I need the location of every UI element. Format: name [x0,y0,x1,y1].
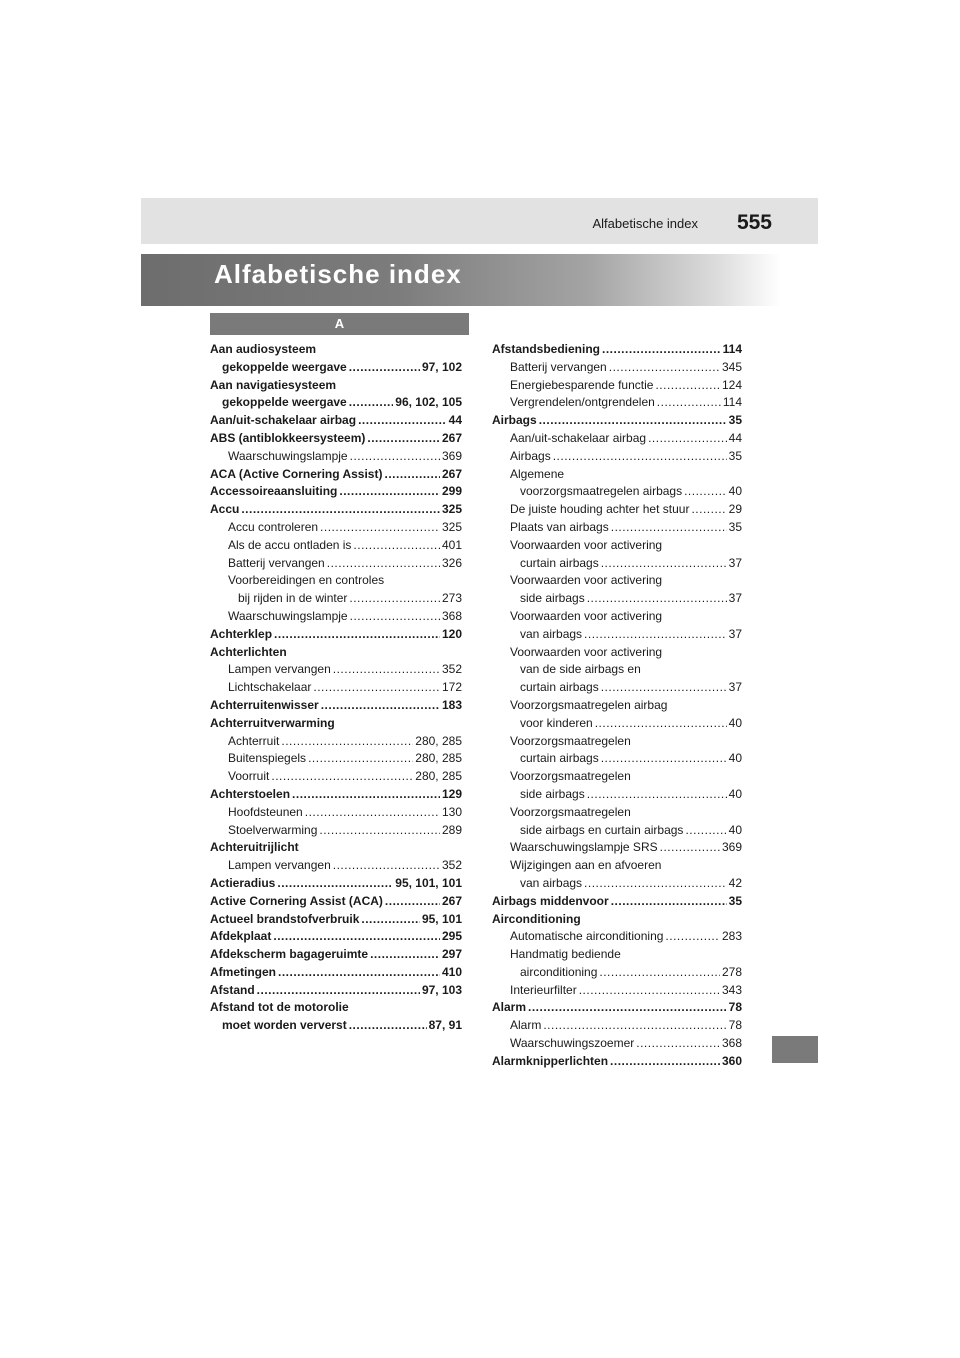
dot-leader [292,786,440,804]
dot-leader [587,590,727,608]
index-entry-page: 35 [728,519,742,534]
index-entry-page: 369 [441,448,462,463]
dot-leader [601,555,727,573]
index-entry-page: 368 [441,608,462,623]
index-entry [210,626,462,644]
page-number: 555 [736,211,772,234]
index-entry [492,555,742,573]
index-entry-page: 120 [441,626,462,641]
index-entry-page: 40 [728,822,742,837]
index-entry-label: Alarm [492,1000,527,1015]
index-entry-label: Afmetingen [210,964,276,979]
index-entry-label: Accessoireaansluiting [210,484,338,499]
index-entry-label: Afstandsbediening [492,342,601,356]
index-entry-page: 29 [728,502,742,517]
index-entry [210,839,462,857]
index-entry [492,1035,742,1053]
dot-leader [319,822,440,840]
index-entry-label: Accu [210,502,240,517]
dot-leader [281,733,413,751]
dot-leader [274,626,440,644]
index-entry [210,483,462,501]
index-entry-page: 44 [728,430,742,445]
index-entry [210,572,462,590]
index-entry-label: Aan audiosysteem [210,342,317,356]
index-entry-label: van de side airbags en [520,662,641,677]
index-entry [492,519,742,537]
index-entry-label: Batterij vervangen [228,555,325,570]
index-entry-label: Voorzorgsmaatregelen [510,804,631,819]
index-entry [210,1017,462,1035]
index-entry [492,626,742,644]
index-entry-page: 368 [721,1036,742,1051]
index-column-right [492,341,742,1071]
index-entry [492,501,742,519]
index-entry [492,483,742,501]
index-entry-label: Accu controleren [228,519,319,534]
dot-leader [601,679,727,697]
index-entry-page: 280, 285 [415,733,462,748]
dot-leader [539,412,727,430]
dot-leader [601,750,727,768]
index-entry-page: 96, 102, 105 [395,395,462,410]
index-entry-page: 97, 102 [421,359,462,374]
dot-leader [278,964,440,982]
index-entry-label: curtain airbags [520,751,599,766]
index-entry-page: 40 [728,751,742,766]
index-entry [492,946,742,964]
index-entry-label: gekoppelde weergave [222,395,347,410]
index-entry-page: 278 [721,964,742,979]
index-entry-label: Achterklep [210,626,273,641]
index-entry-page: 267 [441,430,462,445]
index-entry-label: Achteruitrijlicht [210,840,299,855]
index-entry [210,911,462,929]
index-entry [492,412,742,430]
index-entry-page: 289 [441,822,462,837]
dot-leader [611,893,727,911]
index-entry [492,537,742,555]
index-entry-label: Afdekplaat [210,929,272,944]
thumb-tab-marker [772,1036,818,1063]
index-entry-label: Voorzorgsmaatregelen airbag [510,697,668,712]
index-entry-page: 35 [728,448,742,463]
index-entry-label: gekoppelde weergave [222,359,347,374]
index-entry-label: side airbags [520,786,585,801]
index-entry-label: Waarschuwingslampje [228,608,348,623]
index-entry-label: Voorzorgsmaatregelen [510,733,631,748]
index-entry-page: 87, 91 [428,1018,462,1033]
index-entry [492,750,742,768]
index-entry [492,430,742,448]
dot-leader [353,537,440,555]
index-entry-label: Achterruitenwisser [210,697,319,712]
dot-leader [308,750,413,768]
index-entry-page: 114 [722,342,742,356]
index-entry [492,911,742,929]
index-entry [210,733,462,751]
index-entry-label: side airbags en curtain airbags [520,822,684,837]
index-entry-page: 410 [441,964,462,979]
dot-leader [611,519,727,537]
index-entry-label: Airbags middenvoor [492,893,609,908]
index-entry-page: 352 [441,858,462,873]
index-entry-label: Actieradius [210,875,276,890]
index-entry [492,359,742,377]
dot-leader [609,359,720,377]
index-entry-label: Achterruitverwarming [210,715,335,730]
index-entry-page: 299 [441,484,462,499]
index-entry [492,822,742,840]
index-entry-page: 124 [721,377,742,392]
index-entry-label: Voorwaarden voor activering [510,537,663,552]
index-entry [492,394,742,412]
dot-leader [595,715,727,733]
index-entry [210,448,462,466]
index-entry-label: moet worden ververst [222,1018,347,1033]
index-entry-label: Voorzorgsmaatregelen [510,769,631,784]
index-entry-label: Automatische airconditioning [510,929,664,944]
dot-leader [587,786,727,804]
index-entry-page: 95, 101, 101 [395,875,462,890]
index-entry [492,715,742,733]
index-entry-label: Actueel brandstofverbruik [210,911,360,926]
index-entry-label: Lichtschakelaar [228,680,312,695]
index-entry [492,804,742,822]
index-entry-label: van airbags [520,626,583,641]
index-entry [210,982,462,1000]
dot-leader [579,982,720,1000]
index-entry-page: 401 [441,537,462,552]
index-entry [210,412,462,430]
dot-leader [349,394,394,412]
index-entry-label: Aan navigatiesysteem [210,377,337,392]
index-entry-page: 343 [721,982,742,997]
index-entry [210,466,462,484]
index-entry [492,448,742,466]
index-entry [492,839,742,857]
index-entry-page: 78 [728,1000,742,1015]
index-entry-label: Achterstoelen [210,786,291,801]
index-entry [492,661,742,679]
index-entry [492,857,742,875]
index-entry-label: voor kinderen [520,715,593,730]
index-entry-page: 283 [721,929,742,944]
dot-leader [660,839,720,857]
index-entry-label: Plaats van airbags [510,519,609,534]
index-entry-label: Batterij vervangen [510,359,607,374]
index-entry [492,644,742,662]
index-entry-page: 114 [722,395,742,410]
dot-leader [333,857,440,875]
index-entry-label: Interieurfilter [510,982,577,997]
dot-leader [350,448,440,466]
dot-leader [277,875,393,893]
dot-leader [528,999,727,1017]
index-letter-heading: A [210,313,469,335]
index-entry-page: 42 [728,875,742,890]
index-entry-label: ACA (Active Cornering Assist) [210,466,383,481]
dot-leader [349,1017,427,1035]
index-entry [492,590,742,608]
index-entry [210,875,462,893]
index-entry-label: Vergrendelen/ontgrendelen [510,395,655,410]
index-entry-label: Alarm [510,1018,542,1033]
index-entry [492,341,742,359]
dot-leader [599,964,720,982]
index-entry-label: Afstand [210,982,255,997]
index-entry-label: Voorruit [228,769,270,784]
index-entry [210,679,462,697]
index-entry [492,999,742,1017]
dot-leader [333,661,440,679]
index-entry-page: 297 [441,947,462,962]
index-entry [210,341,462,359]
index-entry-label: Achterruit [228,733,280,748]
index-entry-label: Aan/uit-schakelaar airbag [510,430,647,445]
index-entry-label: voorzorgsmaatregelen airbags [520,484,683,499]
index-entry-page: 37 [728,555,742,570]
dot-leader [385,893,440,911]
index-entry [210,608,462,626]
dot-leader [361,911,420,929]
index-entry [210,768,462,786]
index-entry-page: 325 [441,519,462,534]
dot-leader [241,501,440,519]
index-entry-label: Voorbereidingen en controles [228,573,385,588]
dot-leader [367,430,440,448]
dot-leader [602,341,721,359]
index-entry-page: 130 [441,804,462,819]
index-entry-page: 295 [441,929,462,944]
index-entry-page: 267 [441,466,462,481]
index-entry [492,1017,742,1035]
index-entry-label: airconditioning [520,964,598,979]
dot-leader [271,768,413,786]
index-entry-page: 37 [728,626,742,641]
index-entry-page: 40 [728,484,742,499]
dot-leader [691,501,726,519]
index-entry-page: 37 [728,680,742,695]
index-entry-page: 44 [448,413,462,428]
index-entry [492,466,742,484]
index-entry-label: Waarschuwingslampje [228,448,348,463]
index-entry-label: Airconditioning [492,911,581,926]
dot-leader [349,359,420,377]
index-entry-page: 95, 101 [421,911,462,926]
title-band [141,254,781,306]
page-header [141,198,818,244]
index-entry-page: 326 [441,555,462,570]
index-entry-label: Als de accu ontladen is [228,537,352,552]
dot-leader [553,448,727,466]
index-entry-label: curtain airbags [520,555,599,570]
dot-leader [305,804,440,822]
index-entry-label: van airbags [520,875,583,890]
index-entry-label: De juiste houding achter het stuur [510,502,690,517]
index-entry [210,822,462,840]
index-entry [210,644,462,662]
index-entry [210,750,462,768]
index-entry-page: 183 [441,697,462,712]
index-entry [492,875,742,893]
dot-leader [350,608,440,626]
dot-leader [327,555,440,573]
dot-leader [384,466,439,484]
index-entry [210,964,462,982]
dot-leader [339,483,440,501]
index-entry [492,982,742,1000]
index-entry [210,715,462,733]
index-entry-page: 345 [721,359,742,374]
index-entry-label: Lampen vervangen [228,662,331,677]
dot-leader [321,697,440,715]
index-entry-label: Afdekscherm bagageruimte [210,947,369,962]
dot-leader [313,679,440,697]
index-entry [210,857,462,875]
index-entry-page: 360 [721,1053,742,1068]
index-entry [210,501,462,519]
index-entry-label: side airbags [520,591,585,606]
header-section-title: Alfabetische index [592,216,698,231]
index-entry-label: Waarschuwingszoemer [510,1036,635,1051]
index-entry-page: 97, 103 [421,982,462,997]
index-entry [492,1053,742,1071]
index-entry-page: 273 [441,591,462,606]
index-entry-page: 172 [441,680,462,695]
index-entry-label: Wijzigingen aan en afvoeren [510,858,662,873]
dot-leader [665,928,720,946]
index-entry-page: 129 [441,786,462,801]
dot-leader [610,1053,720,1071]
index-entry-label: Waarschuwingslampje SRS [510,840,658,855]
index-entry [492,697,742,715]
index-entry-page: 40 [728,715,742,730]
index-entry-page: 78 [728,1018,742,1033]
dot-leader [358,412,447,430]
index-entry [210,430,462,448]
dot-leader [648,430,727,448]
index-entry [210,786,462,804]
index-entry [492,786,742,804]
dot-leader [543,1017,726,1035]
index-entry-page: 267 [441,893,462,908]
index-entry-page: 35 [728,413,742,428]
index-entry-label: Algemene [510,466,565,481]
dot-leader [370,946,440,964]
index-entry [210,804,462,822]
index-entry-label: Afstand tot de motorolie [210,1000,349,1015]
index-entry [210,946,462,964]
index-entry-label: Airbags [510,448,551,463]
index-entry [210,590,462,608]
dot-leader [655,377,720,395]
index-entry-label: Buitenspiegels [228,751,307,766]
index-entry-label: ABS (antiblokkeersysteem) [210,430,366,445]
index-entry [492,768,742,786]
index-entry-label: curtain airbags [520,680,599,695]
dot-leader [584,626,727,644]
index-entry-label: bij rijden in de winter [238,591,348,606]
index-entry [492,893,742,911]
index-entry [210,697,462,715]
index-entry [210,999,462,1017]
index-entry-page: 369 [721,840,742,855]
index-entry [210,928,462,946]
index-entry-label: Aan/uit-schakelaar airbag [210,413,357,428]
index-entry [492,733,742,751]
index-entry [492,377,742,395]
index-entry-label: Voorwaarden voor activering [510,608,663,623]
index-entry [210,555,462,573]
dot-leader [273,928,440,946]
dot-leader [349,590,440,608]
index-entry-label: Voorwaarden voor activering [510,573,663,588]
dot-leader [257,982,420,1000]
index-entry-page: 325 [441,502,462,517]
index-entry-label: Alarmknipperlichten [492,1053,609,1068]
index-entry [210,661,462,679]
index-entry-label: Active Cornering Assist (ACA) [210,893,383,908]
index-entry [210,377,462,395]
index-entry [492,572,742,590]
index-entry-label: Achterlichten [210,644,287,659]
index-entry-label: Hoofdsteunen [228,804,303,819]
dot-leader [684,483,727,501]
dot-leader [685,822,726,840]
index-entry-page: 352 [441,662,462,677]
index-entry-page: 280, 285 [415,769,462,784]
index-entry-page: 37 [728,591,742,606]
index-entry [492,928,742,946]
index-entry [492,679,742,697]
index-entry [210,519,462,537]
index-entry-label: Stoelverwarming [228,822,318,837]
index-entry [210,893,462,911]
index-entry [210,537,462,555]
page-title: Alfabetische index [214,259,462,289]
index-entry-label: Energiebesparende functie [510,377,654,392]
index-entry [492,608,742,626]
index-entry-label: Lampen vervangen [228,858,331,873]
index-entry [210,394,462,412]
index-entry [492,964,742,982]
index-entry-page: 280, 285 [415,751,462,766]
dot-leader [584,875,727,893]
index-entry-label: Airbags [492,413,537,428]
index-entry [210,359,462,377]
dot-leader [657,394,721,412]
dot-leader [320,519,440,537]
index-entry-label: Handmatig bediende [510,947,621,962]
dot-leader [636,1035,720,1053]
index-entry-label: Voorwaarden voor activering [510,644,663,659]
index-column-left [210,341,462,1035]
index-entry-page: 40 [728,786,742,801]
index-entry-page: 35 [728,893,742,908]
